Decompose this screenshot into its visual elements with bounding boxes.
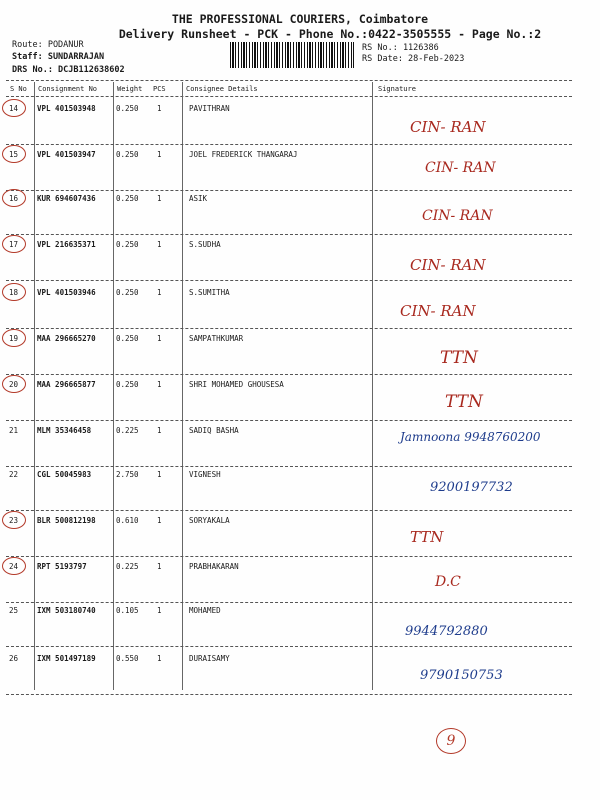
- consignee-name: VIGNESH: [189, 470, 221, 479]
- row-weight: 0.250: [116, 240, 139, 249]
- row-serial-number: 14: [9, 104, 19, 113]
- consignment-number: IXM 503180740: [37, 606, 96, 615]
- consignee-name: MOHAMED: [189, 606, 221, 615]
- row-pieces: 1: [157, 426, 162, 435]
- signature-handwriting: TTN: [440, 348, 478, 368]
- row-weight: 0.105: [116, 606, 139, 615]
- row-divider: [6, 510, 572, 511]
- serial-circle-mark: [2, 511, 26, 529]
- consignee-name: SAMPATHKUMAR: [189, 334, 244, 343]
- row-divider: [6, 646, 572, 647]
- col-rule: [182, 82, 183, 690]
- row-divider: [6, 144, 572, 145]
- row-serial-number: 24: [9, 562, 19, 571]
- row-pieces: 1: [157, 654, 162, 663]
- signature-handwriting: CIN- RAN: [410, 256, 486, 274]
- row-serial-number: 22: [9, 470, 19, 479]
- company-title: THE PROFESSIONAL COURIERS, Coimbatore: [171, 12, 429, 26]
- consignment-number: MAA 296665270: [37, 334, 96, 343]
- col-header-sno: S No: [10, 85, 27, 93]
- signature-handwriting: TTN: [445, 392, 483, 412]
- row-weight: 2.750: [116, 470, 139, 479]
- consignee-name: ASIK: [189, 194, 208, 203]
- row-weight: 0.550: [116, 654, 139, 663]
- row-serial-number: 20: [9, 380, 19, 389]
- signature-handwriting: CIN- RAN: [425, 160, 496, 176]
- row-pieces: 1: [157, 104, 162, 113]
- row-weight: 0.250: [116, 104, 139, 113]
- staff-label: Staff: SUNDARRAJAN: [12, 52, 105, 62]
- row-weight: 0.250: [116, 334, 139, 343]
- row-divider: [6, 328, 572, 329]
- col-header-consignee: Consignee Details: [186, 85, 258, 93]
- consignee-name: PAVITHRAN: [189, 104, 230, 113]
- consignment-number: VPL 401503948: [37, 104, 96, 113]
- row-weight: 0.250: [116, 288, 139, 297]
- serial-circle-mark: [2, 189, 26, 207]
- row-serial-number: 21: [9, 426, 19, 435]
- row-divider: [6, 280, 572, 281]
- row-pieces: 1: [157, 606, 162, 615]
- col-header-pcs: PCS: [153, 85, 166, 93]
- drs-number: DRS No.: DCJB112638602: [12, 65, 125, 75]
- consignee-name: SORYAKALA: [189, 516, 230, 525]
- signature-handwriting: 9200197732: [430, 480, 513, 495]
- row-pieces: 1: [157, 470, 162, 479]
- col-rule: [113, 82, 114, 690]
- row-pieces: 1: [157, 194, 162, 203]
- consignee-name: DURAISAMY: [189, 654, 230, 663]
- row-divider: [6, 420, 572, 421]
- serial-circle-mark: [2, 99, 26, 117]
- signature-handwriting: CIN- RAN: [400, 302, 476, 320]
- serial-circle-mark: [2, 375, 26, 393]
- row-weight: 0.225: [116, 562, 139, 571]
- row-divider: [6, 602, 572, 603]
- col-header-consignment: Consignment No: [38, 85, 98, 93]
- rs-date: RS Date: 28-Feb-2023: [362, 54, 465, 64]
- row-pieces: 1: [157, 150, 162, 159]
- consignee-name: S.SUMITHA: [189, 288, 230, 297]
- col-header-signature: Signature: [378, 85, 416, 93]
- consignee-name: S.SUDHA: [189, 240, 221, 249]
- row-pieces: 1: [157, 240, 162, 249]
- row-weight: 0.250: [116, 380, 139, 389]
- row-pieces: 1: [157, 562, 162, 571]
- signature-handwriting: CIN- RAN: [410, 118, 486, 136]
- consignment-number: KUR 694607436: [37, 194, 96, 203]
- row-serial-number: 17: [9, 240, 19, 249]
- col-header-weight: Weight: [117, 85, 143, 93]
- consignment-number: MLM 35346458: [37, 426, 92, 435]
- consignment-number: VPL 216635371: [37, 240, 96, 249]
- consignee-name: SADIQ BASHA: [189, 426, 239, 435]
- rs-number: RS No.: 1126386: [362, 43, 439, 53]
- row-weight: 0.610: [116, 516, 139, 525]
- row-divider: [6, 190, 572, 191]
- row-divider: [6, 556, 572, 557]
- row-weight: 0.250: [116, 194, 139, 203]
- row-pieces: 1: [157, 288, 162, 297]
- row-serial-number: 26: [9, 654, 19, 663]
- barcode-image: [230, 42, 354, 68]
- consignment-number: VPL 401503946: [37, 288, 96, 297]
- row-weight: 0.250: [116, 150, 139, 159]
- col-rule: [34, 82, 35, 690]
- row-serial-number: 15: [9, 150, 19, 159]
- row-serial-number: 19: [9, 334, 19, 343]
- col-rule: [372, 82, 373, 690]
- row-divider: [6, 694, 572, 695]
- signature-handwriting: Jamnoona 9948760200: [400, 430, 541, 444]
- row-divider: [6, 374, 572, 375]
- serial-circle-mark: [2, 283, 26, 301]
- signature-handwriting: CIN- RAN: [422, 208, 493, 224]
- serial-circle-mark: [2, 329, 26, 347]
- consignment-number: MAA 296665877: [37, 380, 96, 389]
- route-label: Route: PODANUR: [12, 40, 84, 50]
- row-divider: [6, 234, 572, 235]
- consignment-number: IXM 501497189: [37, 654, 96, 663]
- row-pieces: 1: [157, 516, 162, 525]
- row-pieces: 1: [157, 380, 162, 389]
- page-number-mark: 9: [436, 728, 466, 754]
- serial-circle-mark: [2, 557, 26, 575]
- signature-handwriting: 9790150753: [420, 668, 503, 683]
- row-serial-number: 18: [9, 288, 19, 297]
- consignment-number: BLR 500812198: [37, 516, 96, 525]
- row-pieces: 1: [157, 334, 162, 343]
- row-weight: 0.225: [116, 426, 139, 435]
- serial-circle-mark: [2, 145, 26, 163]
- row-serial-number: 23: [9, 516, 19, 525]
- row-serial-number: 25: [9, 606, 19, 615]
- serial-circle-mark: [2, 235, 26, 253]
- consignee-name: PRABHAKARAN: [189, 562, 239, 571]
- header-divider-bottom: [6, 96, 572, 97]
- consignment-number: CGL 50045983: [37, 470, 92, 479]
- signature-handwriting: D.C: [435, 574, 461, 590]
- consignee-name: JOEL FREDERICK THANGARAJ: [189, 150, 298, 159]
- runsheet-title: Delivery Runsheet - PCK - Phone No.:0422-3505555 - Page No.:2: [118, 27, 542, 41]
- signature-handwriting: 9944792880: [405, 624, 488, 639]
- row-serial-number: 16: [9, 194, 19, 203]
- row-divider: [6, 466, 572, 467]
- consignment-number: VPL 401503947: [37, 150, 96, 159]
- signature-handwriting: TTN: [410, 528, 444, 546]
- consignee-name: SHRI MOHAMED GHOUSESA: [189, 380, 284, 389]
- header-divider-top: [6, 80, 572, 81]
- consignment-number: RPT 5193797: [37, 562, 87, 571]
